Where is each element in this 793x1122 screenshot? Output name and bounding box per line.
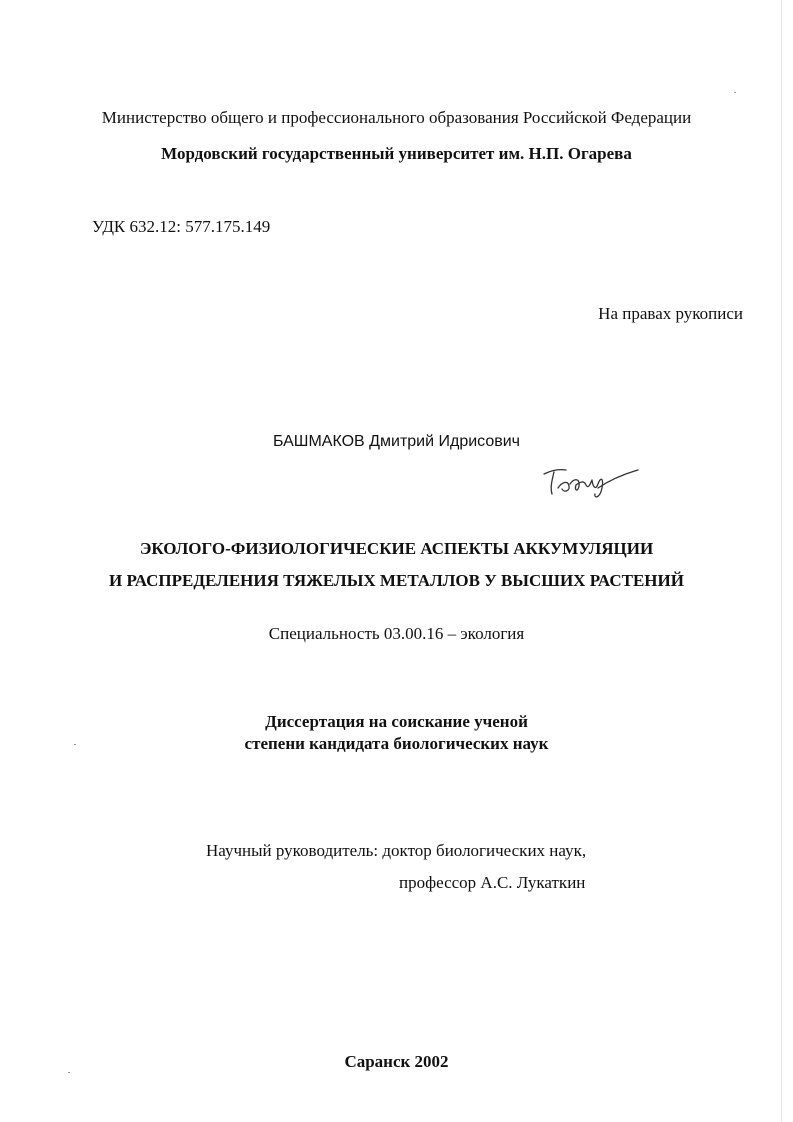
- degree-line1: Диссертация на соискание ученой: [265, 712, 528, 731]
- udk-code: УДК 632.12: 577.175.149: [92, 217, 271, 236]
- scan-speck: [74, 744, 76, 745]
- rights-note: На правах рукописи: [598, 304, 743, 323]
- place-year: Саранск 2002: [344, 1052, 449, 1071]
- supervisor-line2: профессор А.С. Лукаткин: [399, 873, 586, 892]
- specialty: Специальность 03.00.16 – экология: [268, 624, 525, 643]
- degree-line2: степени кандидата биологических наук: [244, 734, 549, 753]
- scan-speck: [68, 1072, 70, 1073]
- supervisor-line1: Научный руководитель: доктор биологических наук,: [206, 841, 587, 860]
- dissertation-title-line1: ЭКОЛОГО-ФИЗИОЛОГИЧЕСКИЕ АСПЕКТЫ АККУМУЛЯЦИИ: [139, 539, 654, 558]
- author-name: БАШМАКОВ Дмитрий Идрисович: [272, 433, 521, 450]
- university-heading: Мордовский государственный университет им. Н.П. Огарева: [161, 144, 632, 163]
- ministry-heading: Министерство общего и профессионального образования Российской Федерации: [101, 108, 692, 127]
- scan-edge-shadow: [781, 0, 782, 1122]
- signature-icon: [538, 458, 643, 500]
- dissertation-title-line2: И РАСПРЕДЕЛЕНИЯ ТЯЖЕЛЫХ МЕТАЛЛОВ У ВЫСШИХ РАСТЕНИЙ: [109, 571, 684, 590]
- scan-speck: [734, 92, 736, 93]
